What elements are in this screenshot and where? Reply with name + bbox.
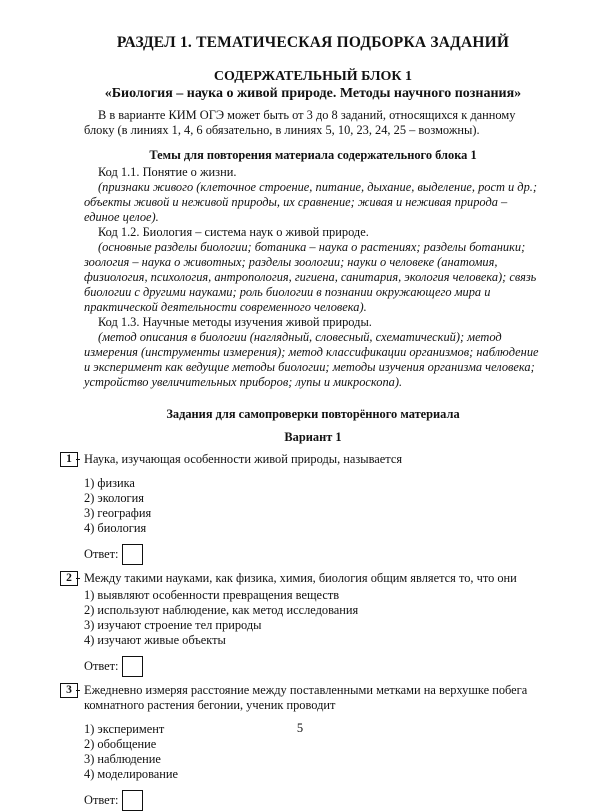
task-number-rule [76,578,80,579]
option: 2) используют наблюдение, как метод исследования [84,603,359,617]
task-2 [66,571,542,677]
topic-description: (метод описания в биологии (наглядный, словесный, схематический); метод измерения (инструменты измерения); метод классификации организмов; наблюдение и эксперимент как ведущие методы биологии; методы изучения организма человека; устройство увеличительных приборов; лупы и микроскопа). [84,330,539,389]
answer-options [84,476,542,536]
task-number-rule [76,690,80,691]
task-3 [66,683,542,811]
task-text: Ежедневно измеряя расстояние между поставленными метками на верхушке побега комнатного растения бегонии, ученик проводит [84,683,528,712]
option: 2) обобщение [84,737,157,751]
task-text: Наука, изучающая особенности живой природы, называется [84,452,403,466]
task-number-box: 1 [60,452,78,467]
option: 3) наблюдение [84,752,161,766]
task-number-box: 2 [60,571,78,586]
selfcheck-title: Задания для самопроверки повторённого материала [166,407,460,421]
topic-1-2 [84,225,542,315]
answer-row [84,790,542,811]
answer-box[interactable] [122,790,143,811]
topic-description: (основные разделы биологии; ботаника – наука о растениях; разделы ботаники; зоология – наука о животных; разделы зоологии; науки о человеке (анатомия, физиология, психология, антропология, гигиена, санитария, экология человека); связь биологии с другими науками; роль биологии в познании окружающего мира и практической деятельности современного человека). [84,240,537,314]
option: 3) география [84,506,152,520]
option: 4) моделирование [84,767,179,781]
answer-row [84,656,542,677]
task-number-box: 3 [60,683,78,698]
block-title-line2: «Биология – наука о живой природе. Методы научного познания» [104,86,522,101]
page-number: 5 [296,721,304,735]
option: 2) экология [84,491,144,505]
option: 3) изучают строение тел природы [84,618,262,632]
task-question [66,683,542,713]
topic-code: Код 1.1. Понятие о жизни. [98,165,237,179]
answer-label: Ответ: [84,659,119,673]
variant-title: Вариант 1 [284,430,342,444]
task-text: Между такими науками, как физика, химия, биология общим является то, что они [84,571,517,585]
option: 1) эксперимент [84,722,165,736]
topic-1-1 [84,165,542,225]
answer-box[interactable] [122,656,143,677]
option: 1) выявляют особенности превращения веществ [84,588,340,602]
answer-box[interactable] [122,544,143,565]
section-title: РАЗДЕЛ 1. ТЕМАТИЧЕСКАЯ ПОДБОРКА ЗАДАНИЙ [116,34,510,51]
task-number-rule [76,459,80,460]
topic-code: Код 1.2. Биология – система наук о живой природе. [98,225,369,239]
task-1 [66,452,542,565]
answer-label: Ответ: [84,793,119,807]
answer-row [84,544,542,565]
block-title-line1: СОДЕРЖАТЕЛЬНЫЙ БЛОК 1 [213,69,413,84]
task-question [66,571,542,586]
topic-1-3 [84,315,542,390]
topic-code: Код 1.3. Научные методы изучения живой природы. [98,315,372,329]
topic-description: (признаки живого (клеточное строение, питание, дыхание, выделение, рост и др.; объекты живой и неживой природы, их сравнение; живая и неживая природа – единое целое). [84,180,537,224]
topics-title: Темы для повторения материала содержательного блока 1 [149,148,477,162]
option: 1) физика [84,476,135,490]
option: 4) изучают живые объекты [84,633,226,647]
option: 4) биология [84,521,147,535]
answer-options [84,588,542,648]
answer-label: Ответ: [84,547,119,561]
block-intro: В в варианте КИМ ОГЭ может быть от 3 до 8 заданий, относящихся к данному блоку (в линиях 1, 4, 6 обязательно, в линиях 5, 10, 23, 24, 25 – возможны). [84,108,516,137]
task-question [66,452,542,467]
